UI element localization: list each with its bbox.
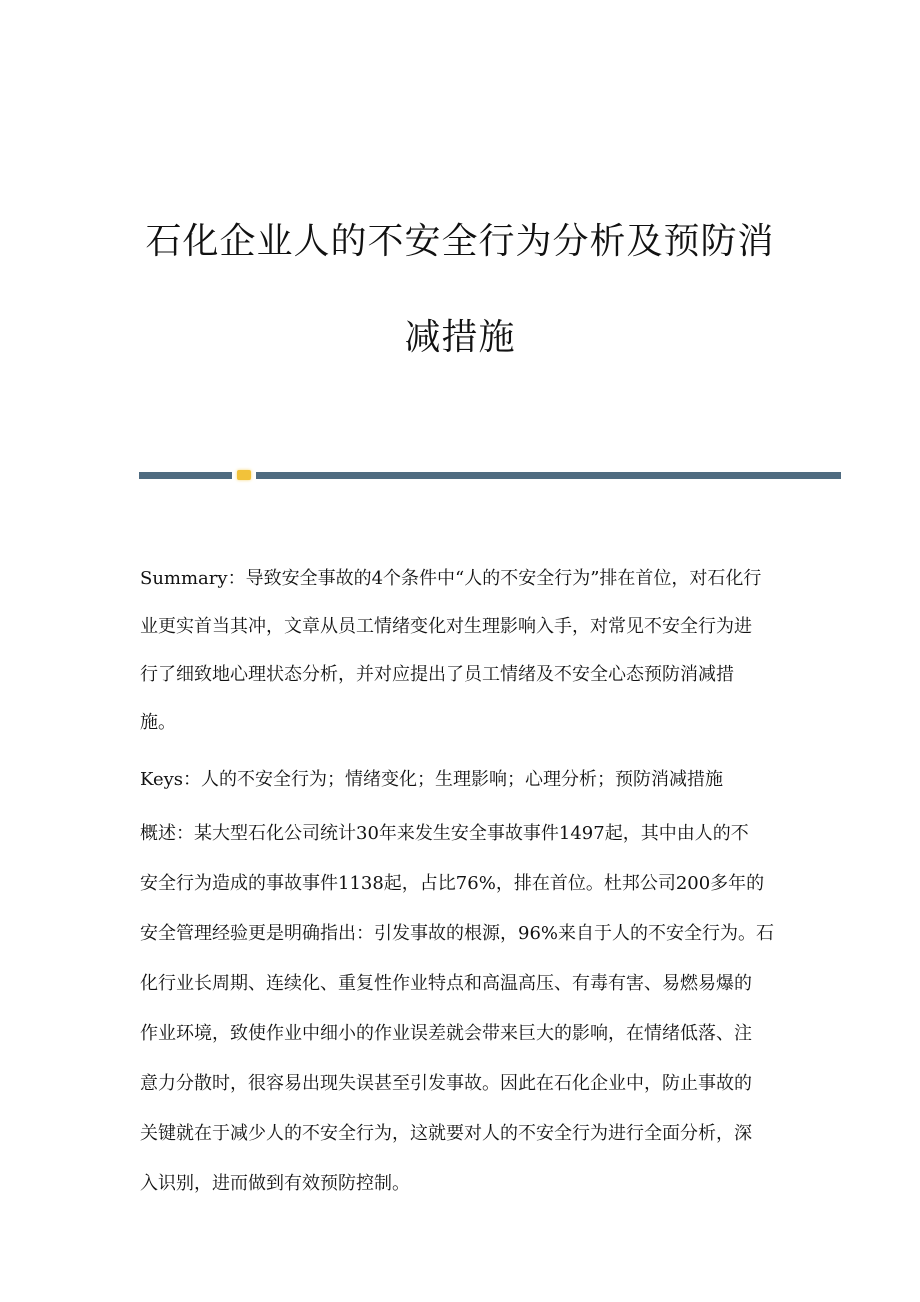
summary-line: 业更实首当其冲，文章从员工情绪变化对生理影响入手，对常见不安全行为进 <box>140 616 752 637</box>
overview-line: 关键就在于减少人的不安全行为，这就要对人的不安全行为进行全面分析，深 <box>140 1123 752 1144</box>
overview-line: 概述：某大型石化公司统计30年来发生安全事故事件1497起，其中由人的不 <box>140 823 749 844</box>
summary-line: 施。 <box>140 712 176 733</box>
summary-line: 行了细致地心理状态分析，并对应提出了员工情绪及不安全心态预防消减措 <box>140 664 734 685</box>
divider-left <box>139 472 232 479</box>
divider-ornament-icon <box>237 470 251 480</box>
overview-line: 入识别，进而做到有效预防控制。 <box>140 1173 410 1194</box>
document-title-line-1: 石化企业人的不安全行为分析及预防消 <box>145 221 775 262</box>
overview-line: 化行业长周期、连续化、重复性作业特点和高温高压、有毒有害、易燃易爆的 <box>140 973 752 994</box>
divider-right <box>256 472 841 479</box>
overview-line: 安全行为造成的事故事件1138起，占比76%，排在首位。杜邦公司200多年的 <box>140 873 765 894</box>
document-title-line-2: 减措施 <box>404 317 516 358</box>
overview-line: 意力分散时，很容易出现失误甚至引发事故。因此在石化企业中，防止事故的 <box>140 1073 752 1094</box>
keywords: Keys：人的不安全行为；情绪变化；生理影响；心理分析；预防消减措施 <box>140 769 724 790</box>
overview-line: 作业环境，致使作业中细小的作业误差就会带来巨大的影响，在情绪低落、注 <box>140 1023 752 1044</box>
summary-line: Summary：导致安全事故的4个条件中“人的不安全行为”排在首位，对石化行 <box>140 568 762 589</box>
overview-line: 安全管理经验更是明确指出：引发事故的根源，96%来自于人的不安全行为。石 <box>140 923 775 944</box>
